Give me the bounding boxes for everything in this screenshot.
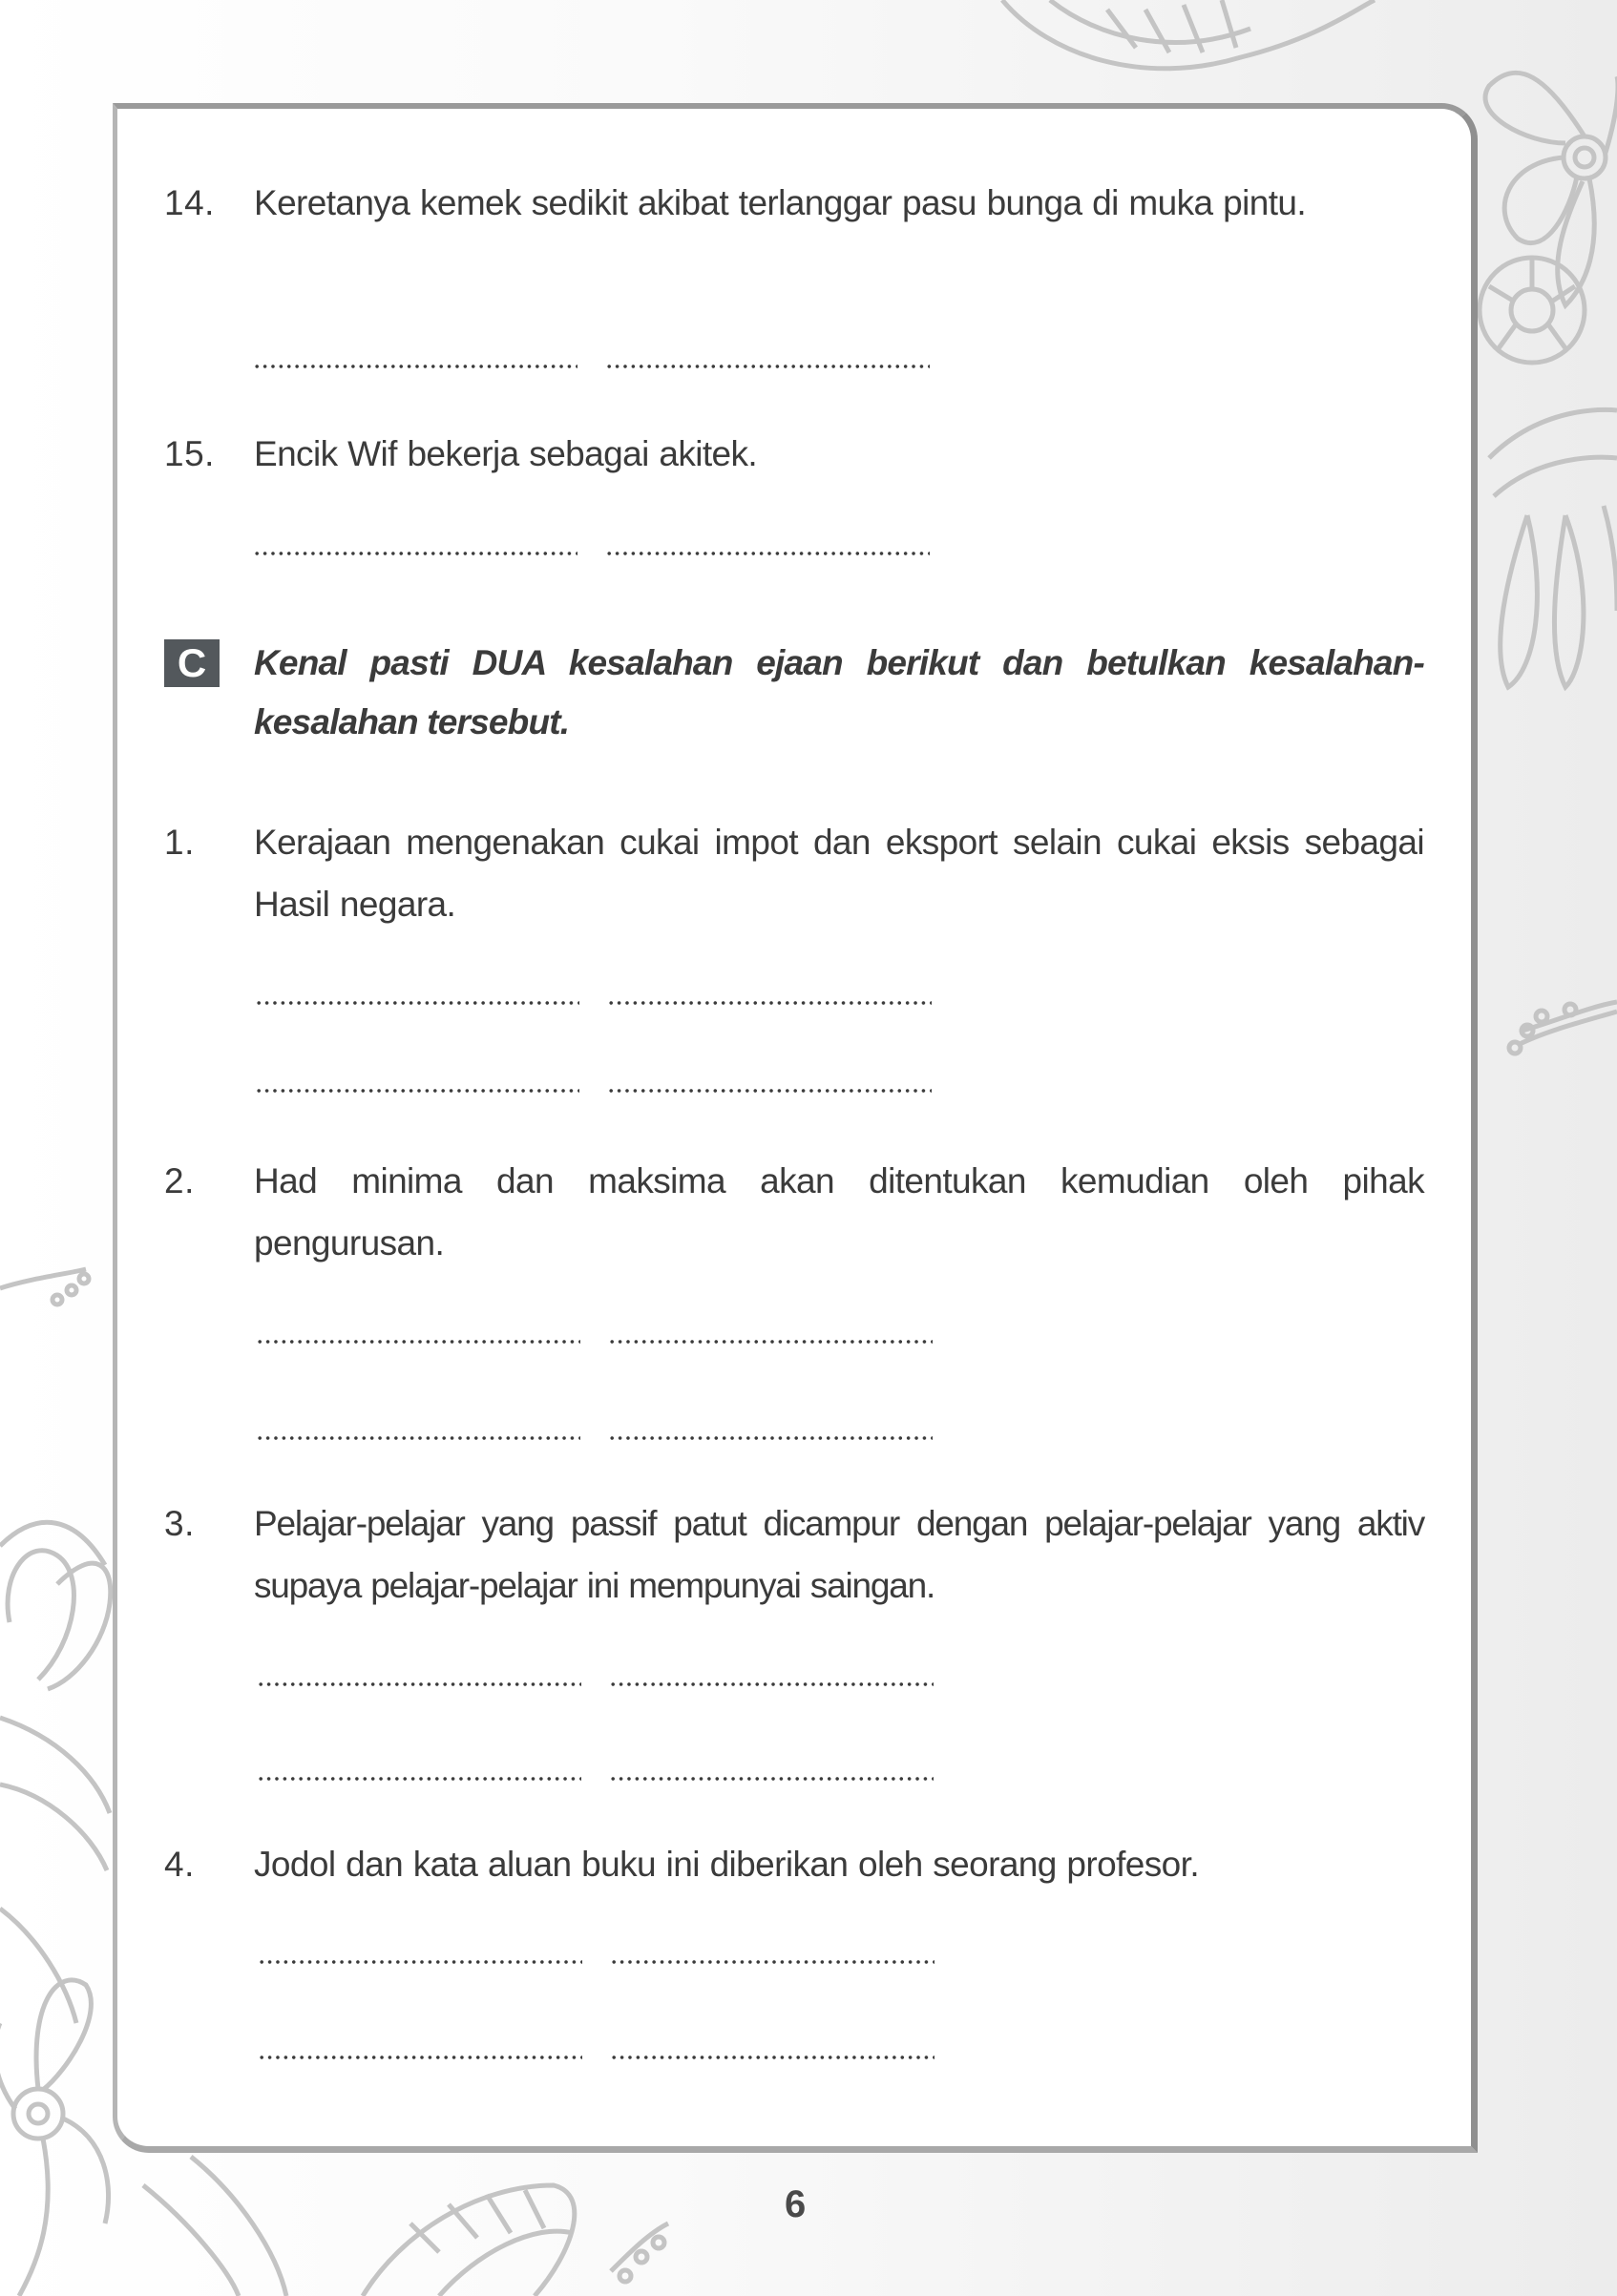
section-instruction: Kenal pasti DUA kesalahan ejaan berikut dan betulkan kesalahan-kesalahan tersebut. — [254, 643, 1424, 741]
answer-line-wrong[interactable] — [253, 364, 578, 369]
question-number: 2. — [164, 1161, 195, 1200]
answer-line-correct[interactable] — [607, 1000, 932, 1006]
question-number: 14. — [164, 183, 215, 222]
answer-line-correct[interactable] — [608, 1435, 933, 1441]
answer-line-wrong[interactable] — [258, 1959, 582, 1965]
page-number: 6 — [785, 2183, 807, 2225]
answer-line-wrong[interactable] — [257, 1776, 581, 1782]
answer-line-correct[interactable] — [605, 364, 930, 369]
answer-line-wrong[interactable] — [256, 1339, 580, 1345]
section-badge: C — [164, 639, 220, 687]
answer-line-correct[interactable] — [610, 1959, 934, 1965]
question-number: 4. — [164, 1845, 195, 1884]
answer-line-correct[interactable] — [605, 551, 930, 556]
answer-line-wrong[interactable] — [256, 1435, 580, 1441]
answer-line-wrong[interactable] — [257, 1681, 581, 1687]
answer-line-correct[interactable] — [610, 2055, 934, 2060]
question-text: Keretanya kemek sedikit akibat terlanggar pasu bunga di muka pintu. — [254, 183, 1307, 222]
question-text: Had minima dan maksima akan ditentukan kemudian oleh pihak pengurusan. — [254, 1161, 1424, 1263]
question-text: Encik Wif bekerja sebagai akitek. — [254, 434, 758, 473]
answer-line-correct[interactable] — [609, 1776, 934, 1782]
question-number: 3. — [164, 1504, 195, 1543]
answer-line-correct[interactable] — [609, 1681, 934, 1687]
answer-line-wrong[interactable] — [253, 551, 578, 556]
question-number: 1. — [164, 823, 195, 862]
answer-line-correct[interactable] — [607, 1088, 932, 1094]
question-text: Kerajaan mengenakan cukai impot dan eksport selain cukai eksis sebagai Hasil negara. — [254, 823, 1424, 924]
question-text: Jodol dan kata aluan buku ini diberikan oleh seorang profesor. — [254, 1845, 1200, 1884]
answer-line-wrong[interactable] — [258, 2055, 582, 2060]
answer-line-correct[interactable] — [608, 1339, 933, 1345]
question-number: 15. — [164, 434, 215, 473]
answer-line-wrong[interactable] — [255, 1000, 579, 1006]
answer-line-wrong[interactable] — [255, 1088, 579, 1094]
question-text: Pelajar-pelajar yang passif patut dicampur dengan pelajar-pelajar yang aktiv supaya pelajar-pelajar ini mempunyai saingan. — [254, 1504, 1424, 1605]
